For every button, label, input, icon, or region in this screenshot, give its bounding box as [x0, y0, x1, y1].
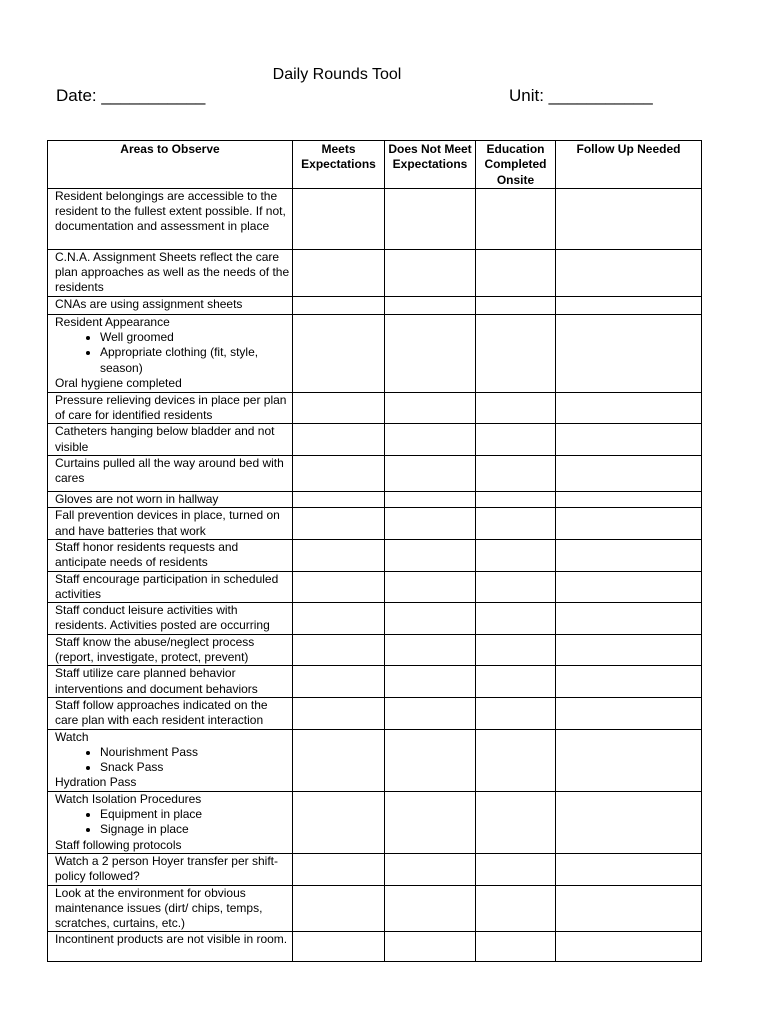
table-row: [48, 296, 702, 314]
follow-up-cell[interactable]: [556, 249, 702, 296]
table-row: [48, 188, 702, 249]
table-row: [48, 853, 702, 885]
observation-bullet-list: [55, 807, 292, 838]
does-not-meet-cell[interactable]: [385, 539, 476, 571]
follow-up-cell[interactable]: [556, 392, 702, 424]
unit-field-label: Unit: ___________: [509, 86, 653, 105]
education-completed-cell[interactable]: [476, 424, 556, 456]
education-completed-cell[interactable]: [476, 249, 556, 296]
observation-text: Staff utilize care planned behavior interventions and document behaviors: [55, 666, 258, 696]
does-not-meet-cell[interactable]: [385, 634, 476, 666]
observation-text: Staff follow approaches indicated on the care plan with each resident interaction: [55, 697, 268, 728]
meets-expectations-cell[interactable]: [293, 314, 385, 392]
rounds-table: [47, 140, 702, 962]
meets-expectations-cell[interactable]: [293, 188, 385, 249]
observation-text: Staff know the abuse/neglect process (report, investigate, protect, prevent): [55, 634, 255, 665]
observation-text: Gloves are not worn in hallway: [55, 492, 219, 507]
observation-cell: [48, 249, 293, 296]
observation-text: Resident belongings are accessible to the resident to the fullest extent possible. If not, documentation and assessment in place: [55, 188, 286, 234]
does-not-meet-cell[interactable]: [385, 729, 476, 791]
follow-up-cell[interactable]: [556, 492, 702, 508]
meets-expectations-cell[interactable]: [293, 492, 385, 508]
does-not-meet-cell[interactable]: [385, 296, 476, 314]
education-completed-cell[interactable]: [476, 932, 556, 962]
follow-up-cell[interactable]: [556, 188, 702, 249]
meets-expectations-cell[interactable]: [293, 697, 385, 729]
table-row: [48, 424, 702, 456]
education-completed-cell[interactable]: [476, 539, 556, 571]
does-not-meet-cell[interactable]: [385, 697, 476, 729]
does-not-meet-cell[interactable]: [385, 249, 476, 296]
follow-up-cell[interactable]: [556, 456, 702, 492]
does-not-meet-cell[interactable]: [385, 188, 476, 249]
observation-cell: [48, 853, 293, 885]
observation-text: Staff honor residents requests and anticipate needs of residents: [55, 539, 239, 570]
column-header-does-not-meet: Does Not Meet Expectations: [385, 141, 476, 189]
follow-up-cell[interactable]: [556, 314, 702, 392]
column-header-education: Education Completed Onsite: [476, 141, 556, 189]
table-row: [48, 666, 702, 698]
table-row: [48, 932, 702, 962]
follow-up-cell[interactable]: [556, 539, 702, 571]
follow-up-cell[interactable]: [556, 508, 702, 540]
education-completed-cell[interactable]: [476, 603, 556, 635]
does-not-meet-cell[interactable]: [385, 666, 476, 698]
does-not-meet-cell[interactable]: [385, 314, 476, 392]
observation-cell: [48, 188, 293, 249]
observation-footer-text: Staff following protocols: [55, 837, 182, 852]
observation-cell: [48, 314, 293, 392]
education-completed-cell[interactable]: [476, 791, 556, 853]
observation-cell: [48, 508, 293, 540]
observation-text: Curtains pulled all the way around bed with cares: [55, 456, 284, 486]
observation-text: Incontinent products are not visible in room.: [55, 932, 288, 947]
table-row: [48, 508, 702, 540]
follow-up-cell[interactable]: [556, 697, 702, 729]
observation-cell: [48, 492, 293, 508]
meets-expectations-cell[interactable]: [293, 729, 385, 791]
follow-up-cell[interactable]: [556, 603, 702, 635]
column-header-meets: Meets Expectations: [293, 141, 385, 189]
follow-up-cell[interactable]: [556, 424, 702, 456]
does-not-meet-cell[interactable]: [385, 456, 476, 492]
observation-text: Watch a 2 person Hoyer transfer per shift-policy followed?: [55, 853, 278, 884]
observation-footer-text: Oral hygiene completed: [55, 376, 182, 391]
education-completed-cell[interactable]: [476, 314, 556, 392]
observation-cell: [48, 666, 293, 698]
education-completed-cell[interactable]: [476, 666, 556, 698]
meets-expectations-cell[interactable]: [293, 932, 385, 962]
table-row: [48, 392, 702, 424]
education-completed-cell[interactable]: [476, 729, 556, 791]
table-header-row: [48, 141, 702, 189]
education-completed-cell[interactable]: [476, 188, 556, 249]
observation-cell: [48, 932, 293, 962]
follow-up-cell[interactable]: [556, 634, 702, 666]
education-completed-cell[interactable]: [476, 634, 556, 666]
observation-cell: [48, 697, 293, 729]
observation-cell: [48, 539, 293, 571]
education-completed-cell[interactable]: [476, 492, 556, 508]
meets-expectations-cell[interactable]: [293, 666, 385, 698]
follow-up-cell[interactable]: [556, 729, 702, 791]
observation-text: CNAs are using assignment sheets: [55, 296, 243, 311]
table-row: [48, 456, 702, 492]
table-row: [48, 885, 702, 932]
meets-expectations-cell[interactable]: [293, 603, 385, 635]
meets-expectations-cell[interactable]: [293, 791, 385, 853]
follow-up-cell[interactable]: [556, 666, 702, 698]
meets-expectations-cell[interactable]: [293, 634, 385, 666]
table-row: [48, 539, 702, 571]
does-not-meet-cell[interactable]: [385, 392, 476, 424]
meets-expectations-cell[interactable]: [293, 853, 385, 885]
education-completed-cell[interactable]: [476, 508, 556, 540]
page-title: Daily Rounds Tool: [272, 66, 402, 83]
observation-bullet-list: [55, 330, 292, 376]
follow-up-cell[interactable]: [556, 885, 702, 932]
does-not-meet-cell[interactable]: [385, 603, 476, 635]
does-not-meet-cell[interactable]: [385, 571, 476, 603]
table-row: [48, 697, 702, 729]
observation-text: Pressure relieving devices in place per plan of care for identified residents: [55, 392, 287, 423]
observation-cell: [48, 571, 293, 603]
table-row: [48, 314, 702, 392]
education-completed-cell[interactable]: [476, 296, 556, 314]
observation-text: Fall prevention devices in place, turned on and have batteries that work: [55, 508, 280, 538]
table-row: [48, 571, 702, 603]
education-completed-cell[interactable]: [476, 853, 556, 885]
observation-cell: [48, 424, 293, 456]
table-row: [48, 249, 702, 296]
observation-cell: [48, 791, 293, 853]
observation-cell: [48, 729, 293, 791]
observation-text: Watch Isolation Procedures: [55, 791, 202, 806]
observation-bullet: • Nourishment Pass: [100, 745, 292, 760]
observation-cell: [48, 603, 293, 635]
table-row: [48, 729, 702, 791]
meets-expectations-cell[interactable]: [293, 392, 385, 424]
meets-expectations-cell[interactable]: [293, 539, 385, 571]
follow-up-cell[interactable]: [556, 932, 702, 962]
follow-up-cell[interactable]: [556, 571, 702, 603]
does-not-meet-cell[interactable]: [385, 932, 476, 962]
observation-bullet: • Equipment in place: [100, 807, 292, 822]
meets-expectations-cell[interactable]: [293, 508, 385, 540]
table-row: [48, 791, 702, 853]
table-row: [48, 603, 702, 635]
education-completed-cell[interactable]: [476, 885, 556, 932]
meets-expectations-cell[interactable]: [293, 571, 385, 603]
does-not-meet-cell[interactable]: [385, 885, 476, 932]
does-not-meet-cell[interactable]: [385, 424, 476, 456]
follow-up-cell[interactable]: [556, 296, 702, 314]
observation-bullet: • Snack Pass: [100, 760, 292, 775]
education-completed-cell[interactable]: [476, 392, 556, 424]
observation-bullet-list: [55, 745, 292, 776]
observation-cell: [48, 296, 293, 314]
observation-text: Catheters hanging below bladder and not visible: [55, 424, 275, 454]
observation-cell: [48, 392, 293, 424]
observation-text: Watch: [55, 729, 89, 744]
observation-bullet: • Appropriate clothing (fit, style, season): [100, 345, 292, 376]
meets-expectations-cell[interactable]: [293, 296, 385, 314]
observation-text: Staff conduct leisure activities with residents. Activities posted are occurring: [55, 603, 270, 633]
education-completed-cell[interactable]: [476, 571, 556, 603]
date-field-label: Date: ___________: [56, 86, 206, 105]
follow-up-cell[interactable]: [556, 791, 702, 853]
column-header-areas: Areas to Observe: [48, 141, 293, 189]
does-not-meet-cell[interactable]: [385, 853, 476, 885]
observation-cell: [48, 634, 293, 666]
observation-text: Staff encourage participation in scheduled activities: [55, 571, 279, 601]
table-row: [48, 634, 702, 666]
observation-bullet: • Signage in place: [100, 822, 292, 837]
table-row: [48, 492, 702, 508]
observation-text: Resident Appearance: [55, 314, 170, 329]
education-completed-cell[interactable]: [476, 697, 556, 729]
does-not-meet-cell[interactable]: [385, 791, 476, 853]
observation-cell: [48, 885, 293, 932]
meets-expectations-cell[interactable]: [293, 249, 385, 296]
observation-cell: [48, 456, 293, 492]
does-not-meet-cell[interactable]: [385, 508, 476, 540]
does-not-meet-cell[interactable]: [385, 492, 476, 508]
column-header-follow-up: Follow Up Needed: [556, 141, 702, 189]
observation-text: C.N.A. Assignment Sheets reflect the care plan approaches as well as the needs of the residents: [55, 249, 290, 295]
meets-expectations-cell[interactable]: [293, 885, 385, 932]
meets-expectations-cell[interactable]: [293, 456, 385, 492]
observation-bullet: • Well groomed: [100, 330, 292, 345]
follow-up-cell[interactable]: [556, 853, 702, 885]
observation-footer-text: Hydration Pass: [55, 775, 137, 790]
education-completed-cell[interactable]: [476, 456, 556, 492]
observation-text: Look at the environment for obvious maintenance issues (dirt/ chips, temps, scratches, curtains, etc.): [55, 885, 263, 931]
meets-expectations-cell[interactable]: [293, 424, 385, 456]
